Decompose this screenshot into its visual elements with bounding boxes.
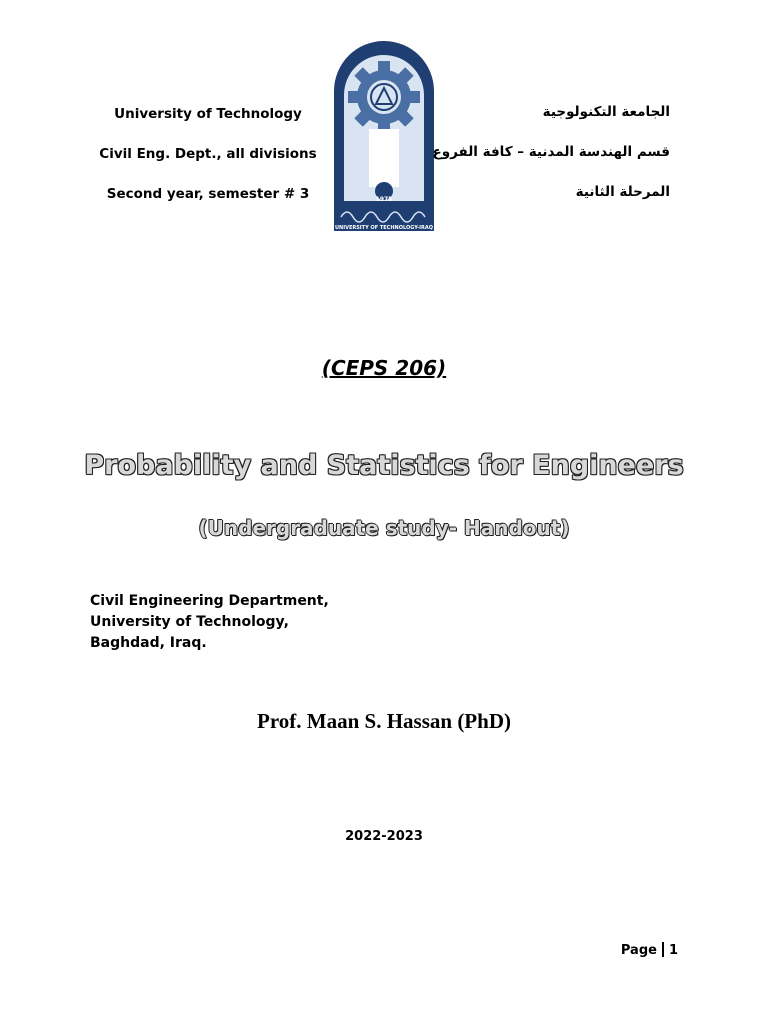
author-address: [90, 591, 329, 654]
page-separator: [662, 942, 664, 957]
author-name: Prof. Maan S. Hassan (PhD): [257, 709, 511, 733]
year-semester: Second year, semester # 3: [106, 186, 310, 202]
header-right-arabic: [432, 92, 670, 212]
year-arabic: المرحلة الثانية: [575, 184, 670, 200]
address-line: Civil Engineering Department,: [90, 593, 329, 609]
logo-caption-text: UNIVERSITY OF TECHNOLOGY-IRAQ: [334, 225, 434, 231]
department-name: Civil Eng. Dept., all divisions: [99, 146, 317, 162]
university-name-arabic: الجامعة التكنولوجية: [542, 104, 670, 120]
course-code: (CEPS 206): [321, 356, 447, 380]
header-left-english: [98, 94, 318, 214]
page-number: 1: [668, 943, 678, 958]
department-name-arabic: قسم الهندسة المدنية – كافة الفروع: [432, 144, 670, 160]
document-subtitle: (Undergraduate study- Handout): [198, 516, 570, 540]
university-logo-icon: [331, 41, 437, 232]
page-number-footer: [621, 942, 678, 958]
academic-year: 2022-2023: [345, 829, 423, 844]
address-line: University of Technology,: [90, 614, 289, 630]
university-name: University of Technology: [114, 106, 302, 122]
document-title: Probability and Statistics for Engineers: [84, 450, 684, 481]
logo-year-text: 1975: [375, 196, 393, 203]
address-line: Baghdad, Iraq.: [90, 635, 207, 651]
page-label: Page: [620, 943, 657, 958]
